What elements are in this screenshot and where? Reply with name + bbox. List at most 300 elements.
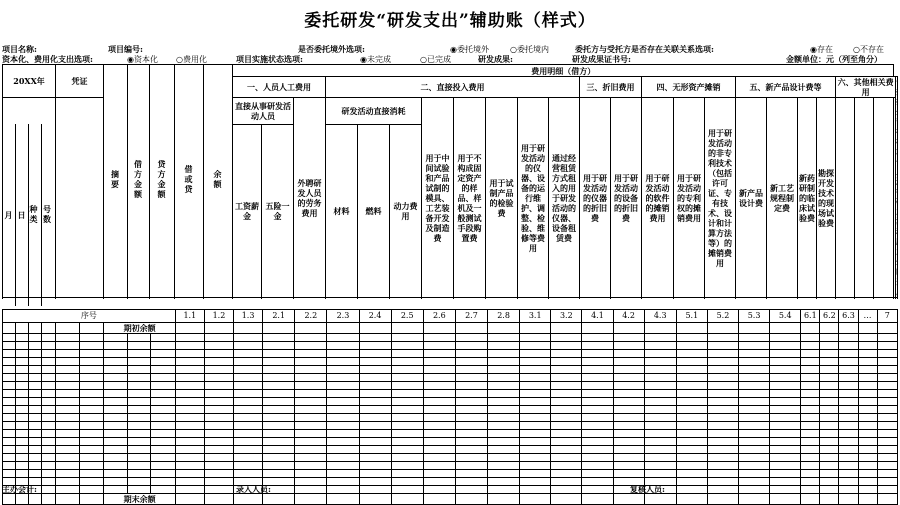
- ledger-cell[interactable]: [16, 323, 29, 334]
- ledger-cell[interactable]: [3, 350, 16, 358]
- ledger-cell[interactable]: [104, 462, 128, 470]
- ledger-cell[interactable]: [644, 398, 676, 406]
- ledger-cell[interactable]: [455, 422, 487, 430]
- ledger-cell[interactable]: [80, 414, 104, 422]
- ledger-cell[interactable]: [839, 406, 858, 414]
- ledger-cell[interactable]: [613, 422, 644, 430]
- ledger-cell[interactable]: [104, 358, 128, 366]
- ledger-cell[interactable]: [770, 430, 801, 438]
- related-option-no[interactable]: ○不存在: [853, 45, 884, 54]
- ledger-cell[interactable]: [16, 414, 29, 422]
- ledger-cell[interactable]: [263, 454, 295, 462]
- ledger-cell[interactable]: [858, 366, 877, 374]
- ledger-cell[interactable]: [839, 430, 858, 438]
- ledger-cell[interactable]: [42, 374, 56, 382]
- ledger-cell[interactable]: [204, 438, 233, 446]
- ledger-cell[interactable]: [676, 486, 707, 494]
- ledger-cell[interactable]: [56, 470, 80, 478]
- ledger-cell[interactable]: [204, 398, 233, 406]
- ledger-cell[interactable]: [520, 350, 551, 358]
- ledger-cell[interactable]: [877, 462, 897, 470]
- ledger-cell[interactable]: [676, 323, 707, 334]
- ledger-cell[interactable]: [391, 446, 423, 454]
- ledger-cell[interactable]: [877, 382, 897, 390]
- ledger-cell[interactable]: [520, 323, 551, 334]
- ledger-cell[interactable]: [234, 406, 263, 414]
- ledger-cell[interactable]: [295, 366, 327, 374]
- ledger-cell[interactable]: [359, 350, 391, 358]
- ledger-cell[interactable]: [3, 374, 16, 382]
- ledger-cell[interactable]: [29, 430, 42, 438]
- ledger-cell[interactable]: [150, 422, 175, 430]
- ledger-cell[interactable]: [877, 430, 897, 438]
- ledger-cell[interactable]: [80, 398, 104, 406]
- ledger-cell[interactable]: [613, 414, 644, 422]
- ledger-cell[interactable]: [263, 342, 295, 350]
- ledger-cell[interactable]: [327, 454, 359, 462]
- ledger-cell[interactable]: [359, 414, 391, 422]
- ledger-cell[interactable]: [423, 406, 455, 414]
- ledger-cell[interactable]: [613, 334, 644, 342]
- ledger-cell[interactable]: [613, 350, 644, 358]
- ledger-cell[interactable]: [16, 366, 29, 374]
- ledger-cell[interactable]: [488, 358, 520, 366]
- ledger-cell[interactable]: [391, 366, 423, 374]
- ledger-cell[interactable]: [739, 390, 770, 398]
- ledger-cell[interactable]: [770, 342, 801, 350]
- ledger-cell[interactable]: [29, 390, 42, 398]
- ledger-cell[interactable]: [676, 454, 707, 462]
- ledger-cell[interactable]: [455, 478, 487, 486]
- ledger-cell[interactable]: [128, 422, 150, 430]
- ledger-cell[interactable]: [582, 454, 613, 462]
- ledger-cell[interactable]: [16, 422, 29, 430]
- ledger-cell[interactable]: [359, 406, 391, 414]
- ledger-cell[interactable]: [42, 446, 56, 454]
- ledger-cell[interactable]: [327, 398, 359, 406]
- ledger-cell[interactable]: [204, 374, 233, 382]
- ledger-cell[interactable]: [295, 374, 327, 382]
- ledger-cell[interactable]: [175, 462, 204, 470]
- ledger-cell[interactable]: [234, 342, 263, 350]
- ledger-cell[interactable]: [29, 438, 42, 446]
- ledger-cell[interactable]: [739, 478, 770, 486]
- ledger-cell[interactable]: [104, 334, 128, 342]
- ledger-cell[interactable]: [676, 350, 707, 358]
- ledger-cell[interactable]: [295, 430, 327, 438]
- ledger-cell[interactable]: [644, 366, 676, 374]
- ledger-cell[interactable]: [423, 430, 455, 438]
- ledger-cell[interactable]: [582, 382, 613, 390]
- ledger-cell[interactable]: [613, 374, 644, 382]
- ledger-cell[interactable]: [488, 446, 520, 454]
- ledger-cell[interactable]: [858, 462, 877, 470]
- ledger-cell[interactable]: [56, 406, 80, 414]
- ledger-cell[interactable]: [423, 398, 455, 406]
- ledger-cell[interactable]: [582, 398, 613, 406]
- ledger-cell[interactable]: [263, 406, 295, 414]
- ledger-cell[interactable]: [42, 366, 56, 374]
- ledger-cell[interactable]: [877, 398, 897, 406]
- ledger-cell[interactable]: [551, 478, 582, 486]
- ledger-cell[interactable]: [327, 422, 359, 430]
- ledger-cell[interactable]: [29, 422, 42, 430]
- ledger-cell[interactable]: [551, 470, 582, 478]
- ledger-cell[interactable]: [128, 462, 150, 470]
- ledger-cell[interactable]: [801, 350, 820, 358]
- ledger-cell[interactable]: [104, 390, 128, 398]
- ledger-cell[interactable]: [80, 350, 104, 358]
- ledger-cell[interactable]: [820, 462, 839, 470]
- ledger-cell[interactable]: [839, 334, 858, 342]
- ledger-cell[interactable]: [801, 438, 820, 446]
- ledger-cell[interactable]: [359, 374, 391, 382]
- ledger-cell[interactable]: [707, 438, 738, 446]
- ledger-cell[interactable]: [295, 446, 327, 454]
- overseas-option-abroad[interactable]: ◉委托境外: [450, 45, 489, 54]
- ledger-cell[interactable]: [676, 390, 707, 398]
- ledger-cell[interactable]: [104, 414, 128, 422]
- ledger-cell[interactable]: [150, 454, 175, 462]
- ledger-cell[interactable]: [3, 494, 16, 505]
- ledger-cell[interactable]: [877, 342, 897, 350]
- ledger-cell[interactable]: [551, 350, 582, 358]
- ledger-cell[interactable]: [839, 486, 858, 494]
- ledger-cell[interactable]: [739, 374, 770, 382]
- ledger-cell[interactable]: [520, 478, 551, 486]
- ledger-cell[interactable]: [359, 398, 391, 406]
- ledger-cell[interactable]: [391, 334, 423, 342]
- ledger-cell[interactable]: [582, 470, 613, 478]
- ledger-cell[interactable]: [858, 406, 877, 414]
- ledger-cell[interactable]: [204, 382, 233, 390]
- ledger-cell[interactable]: [175, 422, 204, 430]
- ledger-cell[interactable]: [582, 374, 613, 382]
- ledger-cell[interactable]: [877, 422, 897, 430]
- ledger-cell[interactable]: [80, 494, 104, 505]
- ledger-cell[interactable]: [455, 374, 487, 382]
- ledger-cell[interactable]: [104, 398, 128, 406]
- ledger-cell[interactable]: [801, 422, 820, 430]
- ledger-cell[interactable]: [739, 430, 770, 438]
- ledger-cell[interactable]: [234, 454, 263, 462]
- ledger-cell[interactable]: [327, 430, 359, 438]
- ledger-cell[interactable]: [613, 454, 644, 462]
- ledger-cell[interactable]: [263, 470, 295, 478]
- ledger-cell[interactable]: [423, 342, 455, 350]
- ledger-cell[interactable]: [520, 494, 551, 505]
- ledger-cell[interactable]: [801, 470, 820, 478]
- ledger-cell[interactable]: [327, 342, 359, 350]
- ledger-cell[interactable]: [128, 454, 150, 462]
- ledger-cell[interactable]: [770, 323, 801, 334]
- ledger-cell[interactable]: [644, 470, 676, 478]
- ledger-cell[interactable]: [582, 446, 613, 454]
- ledger-cell[interactable]: [80, 422, 104, 430]
- ledger-cell[interactable]: [488, 390, 520, 398]
- ledger-cell[interactable]: [104, 446, 128, 454]
- ledger-cell[interactable]: [150, 486, 175, 494]
- ledger-cell[interactable]: [613, 323, 644, 334]
- ledger-cell[interactable]: [359, 382, 391, 390]
- ledger-cell[interactable]: [582, 462, 613, 470]
- ledger-cell[interactable]: [423, 374, 455, 382]
- ledger-cell[interactable]: [80, 342, 104, 350]
- ledger-cell[interactable]: [234, 358, 263, 366]
- ledger-cell[interactable]: [3, 454, 16, 462]
- ledger-cell[interactable]: [359, 470, 391, 478]
- ledger-cell[interactable]: [56, 454, 80, 462]
- ledger-cell[interactable]: [263, 366, 295, 374]
- ledger-cell[interactable]: [582, 422, 613, 430]
- ledger-cell[interactable]: [839, 382, 858, 390]
- ledger-cell[interactable]: [877, 350, 897, 358]
- ledger-cell[interactable]: [234, 323, 263, 334]
- ledger-cell[interactable]: [204, 350, 233, 358]
- ledger-cell[interactable]: [423, 366, 455, 374]
- ledger-cell[interactable]: [858, 390, 877, 398]
- ledger-cell[interactable]: [877, 486, 897, 494]
- ledger-cell[interactable]: [858, 350, 877, 358]
- ledger-cell[interactable]: [204, 390, 233, 398]
- ledger-cell[interactable]: [455, 342, 487, 350]
- ledger-cell[interactable]: [739, 366, 770, 374]
- ledger-cell[interactable]: [3, 414, 16, 422]
- ledger-cell[interactable]: [520, 462, 551, 470]
- ledger-cell[interactable]: [839, 462, 858, 470]
- ledger-cell[interactable]: [676, 422, 707, 430]
- ledger-cell[interactable]: [613, 382, 644, 390]
- ledger-cell[interactable]: [204, 358, 233, 366]
- ledger-cell[interactable]: [391, 470, 423, 478]
- ledger-cell[interactable]: [582, 406, 613, 414]
- ledger-cell[interactable]: [204, 342, 233, 350]
- ledger-cell[interactable]: [582, 358, 613, 366]
- ledger-cell[interactable]: [707, 390, 738, 398]
- ledger-cell[interactable]: [3, 430, 16, 438]
- ledger-cell[interactable]: [707, 374, 738, 382]
- ledger-cell[interactable]: [16, 462, 29, 470]
- ledger-cell[interactable]: [877, 414, 897, 422]
- ledger-cell[interactable]: [16, 430, 29, 438]
- ledger-cell[interactable]: [56, 446, 80, 454]
- ledger-cell[interactable]: [128, 342, 150, 350]
- ledger-cell[interactable]: [707, 323, 738, 334]
- ledger-cell[interactable]: [858, 494, 877, 505]
- ledger-cell[interactable]: [644, 350, 676, 358]
- status-option-incomplete[interactable]: ◉未完成: [360, 55, 391, 64]
- ledger-cell[interactable]: [820, 438, 839, 446]
- ledger-cell[interactable]: [551, 430, 582, 438]
- ledger-cell[interactable]: [582, 390, 613, 398]
- ledger-cell[interactable]: [295, 342, 327, 350]
- ledger-cell[interactable]: [488, 406, 520, 414]
- ledger-cell[interactable]: [80, 430, 104, 438]
- ledger-cell[interactable]: [877, 334, 897, 342]
- ledger-cell[interactable]: [423, 478, 455, 486]
- ledger-cell[interactable]: [858, 478, 877, 486]
- ledger-cell[interactable]: [455, 462, 487, 470]
- ledger-cell[interactable]: [391, 438, 423, 446]
- ledger-cell[interactable]: [770, 438, 801, 446]
- ledger-cell[interactable]: [801, 494, 820, 505]
- ledger-cell[interactable]: [820, 470, 839, 478]
- ledger-cell[interactable]: [3, 342, 16, 350]
- ledger-cell[interactable]: [770, 358, 801, 366]
- ledger-cell[interactable]: [455, 438, 487, 446]
- ledger-cell[interactable]: [175, 342, 204, 350]
- ledger-cell[interactable]: [150, 366, 175, 374]
- ledger-cell[interactable]: [551, 374, 582, 382]
- ledger-cell[interactable]: [676, 374, 707, 382]
- ledger-cell[interactable]: [877, 358, 897, 366]
- ledger-cell[interactable]: [56, 358, 80, 366]
- ledger-cell[interactable]: [877, 366, 897, 374]
- ledger-cell[interactable]: [42, 462, 56, 470]
- ledger-cell[interactable]: [520, 398, 551, 406]
- ledger-cell[interactable]: [858, 470, 877, 478]
- ledger-cell[interactable]: [676, 462, 707, 470]
- ledger-cell[interactable]: [175, 374, 204, 382]
- ledger-cell[interactable]: [801, 334, 820, 342]
- ledger-cell[interactable]: [801, 454, 820, 462]
- ledger-cell[interactable]: [520, 446, 551, 454]
- ledger-cell[interactable]: [56, 462, 80, 470]
- ledger-cell[interactable]: [423, 422, 455, 430]
- ledger-cell[interactable]: [770, 382, 801, 390]
- ledger-cell[interactable]: [820, 486, 839, 494]
- ledger-cell[interactable]: [327, 350, 359, 358]
- ledger-cell[interactable]: [3, 398, 16, 406]
- ledger-cell[interactable]: [391, 454, 423, 462]
- ledger-cell[interactable]: [29, 454, 42, 462]
- ledger-cell[interactable]: [423, 334, 455, 342]
- ledger-cell[interactable]: [877, 470, 897, 478]
- ledger-cell[interactable]: [858, 398, 877, 406]
- ledger-cell[interactable]: [613, 462, 644, 470]
- ledger-cell[interactable]: [520, 358, 551, 366]
- ledger-cell[interactable]: [80, 406, 104, 414]
- ledger-cell[interactable]: [423, 486, 455, 494]
- ledger-cell[interactable]: [613, 366, 644, 374]
- ledger-cell[interactable]: [455, 350, 487, 358]
- ledger-cell[interactable]: [56, 486, 80, 494]
- ledger-cell[interactable]: [858, 422, 877, 430]
- ledger-cell[interactable]: [104, 478, 128, 486]
- ledger-cell[interactable]: [839, 454, 858, 462]
- ledger-cell[interactable]: [488, 494, 520, 505]
- ledger-cell[interactable]: [16, 382, 29, 390]
- ledger-cell[interactable]: [359, 366, 391, 374]
- ledger-cell[interactable]: [42, 454, 56, 462]
- ledger-cell[interactable]: [488, 454, 520, 462]
- ledger-cell[interactable]: [42, 422, 56, 430]
- status-option-complete[interactable]: ○已完成: [420, 55, 451, 64]
- ledger-cell[interactable]: [175, 438, 204, 446]
- ledger-cell[interactable]: [175, 382, 204, 390]
- ledger-cell[interactable]: [150, 334, 175, 342]
- ledger-cell[interactable]: [327, 390, 359, 398]
- ledger-cell[interactable]: [820, 478, 839, 486]
- ledger-cell[interactable]: [801, 366, 820, 374]
- ledger-cell[interactable]: [150, 398, 175, 406]
- ledger-cell[interactable]: [327, 374, 359, 382]
- ledger-cell[interactable]: [295, 414, 327, 422]
- ledger-cell[interactable]: [128, 334, 150, 342]
- ledger-cell[interactable]: [327, 486, 359, 494]
- ledger-cell[interactable]: [391, 358, 423, 366]
- ledger-cell[interactable]: [204, 366, 233, 374]
- ledger-cell[interactable]: [520, 374, 551, 382]
- ledger-cell[interactable]: [520, 422, 551, 430]
- ledger-cell[interactable]: [551, 323, 582, 334]
- cap-option-capital[interactable]: ◉资本化: [127, 55, 158, 64]
- ledger-cell[interactable]: [327, 366, 359, 374]
- ledger-cell[interactable]: [391, 422, 423, 430]
- ledger-cell[interactable]: [488, 374, 520, 382]
- ledger-cell[interactable]: [551, 462, 582, 470]
- ledger-cell[interactable]: [104, 430, 128, 438]
- ledger-cell[interactable]: [128, 374, 150, 382]
- ledger-cell[interactable]: [613, 470, 644, 478]
- ledger-cell[interactable]: [801, 323, 820, 334]
- ledger-cell[interactable]: [56, 366, 80, 374]
- ledger-cell[interactable]: [175, 430, 204, 438]
- ledger-cell[interactable]: [56, 334, 80, 342]
- ledger-cell[interactable]: [128, 390, 150, 398]
- ledger-cell[interactable]: [263, 494, 295, 505]
- ledger-cell[interactable]: [858, 414, 877, 422]
- ledger-cell[interactable]: [327, 358, 359, 366]
- ledger-cell[interactable]: [820, 422, 839, 430]
- ledger-cell[interactable]: [582, 438, 613, 446]
- ledger-cell[interactable]: [128, 438, 150, 446]
- ledger-cell[interactable]: [128, 358, 150, 366]
- ledger-cell[interactable]: [839, 414, 858, 422]
- ledger-cell[interactable]: [551, 406, 582, 414]
- ledger-cell[interactable]: [707, 478, 738, 486]
- ledger-cell[interactable]: [770, 446, 801, 454]
- ledger-cell[interactable]: [391, 462, 423, 470]
- ledger-cell[interactable]: [56, 382, 80, 390]
- ledger-cell[interactable]: [551, 398, 582, 406]
- ledger-cell[interactable]: [42, 350, 56, 358]
- ledger-cell[interactable]: [391, 382, 423, 390]
- ledger-cell[interactable]: [80, 438, 104, 446]
- ledger-cell[interactable]: [80, 366, 104, 374]
- ledger-cell[interactable]: [150, 446, 175, 454]
- ledger-cell[interactable]: [80, 462, 104, 470]
- ledger-cell[interactable]: [80, 470, 104, 478]
- ledger-cell[interactable]: [56, 398, 80, 406]
- ledger-cell[interactable]: [551, 446, 582, 454]
- ledger-cell[interactable]: [707, 382, 738, 390]
- ledger-cell[interactable]: [801, 446, 820, 454]
- ledger-cell[interactable]: [739, 414, 770, 422]
- ledger-cell[interactable]: [42, 470, 56, 478]
- ledger-cell[interactable]: [295, 454, 327, 462]
- ledger-cell[interactable]: [128, 446, 150, 454]
- ledger-cell[interactable]: [175, 414, 204, 422]
- ledger-cell[interactable]: [613, 494, 644, 505]
- ledger-cell[interactable]: [676, 406, 707, 414]
- ledger-cell[interactable]: [858, 358, 877, 366]
- ledger-cell[interactable]: [423, 438, 455, 446]
- ledger-cell[interactable]: [175, 486, 204, 494]
- ledger-cell[interactable]: [295, 478, 327, 486]
- ledger-cell[interactable]: [551, 342, 582, 350]
- ledger-cell[interactable]: [359, 438, 391, 446]
